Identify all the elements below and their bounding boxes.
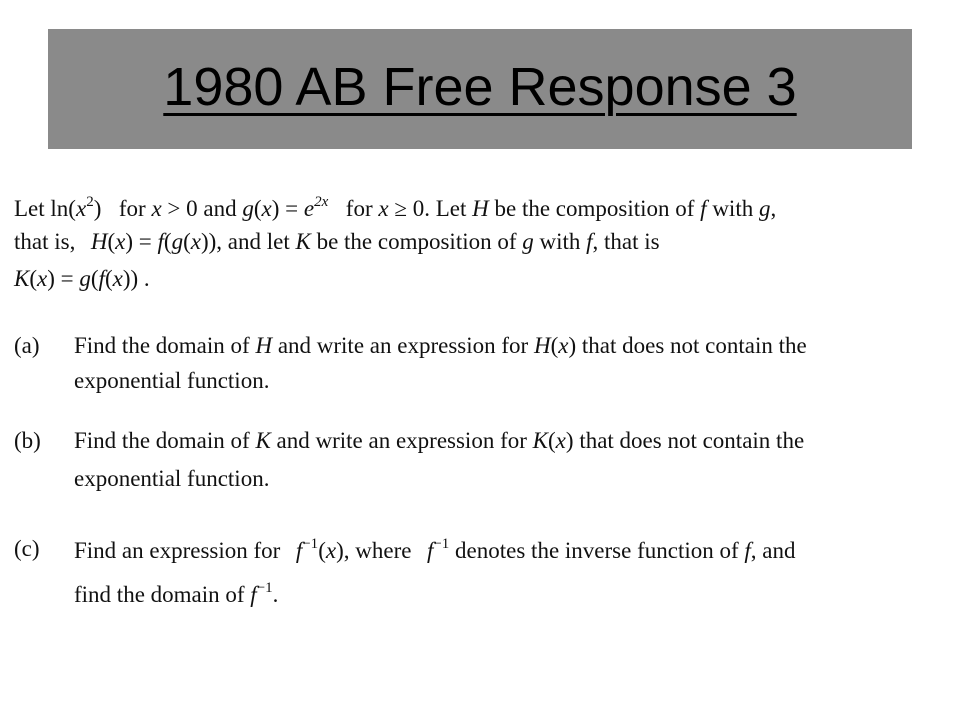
part-text-run: and write an expression for (276, 428, 527, 453)
part-label: (c) (14, 536, 40, 561)
math-K-of-x: K(x) (532, 428, 574, 453)
part-text-run: . (272, 582, 279, 607)
math-f-inverse: $f^{-1}$ (250, 580, 273, 607)
intro-line-3 (14, 266, 150, 292)
intro-word: Let (14, 196, 45, 221)
intro-word: , and let (216, 229, 290, 254)
intro-word: be the composition of (494, 196, 695, 221)
part-text-run: , where (343, 538, 412, 563)
part-text-run: Find the domain of (74, 333, 250, 358)
intro-word: , that is (592, 229, 660, 254)
intro-word: and (203, 196, 237, 221)
part-text-run: Find the domain of (74, 428, 250, 453)
part-text-run: and write an expression for (277, 333, 529, 358)
part-label: (a) (14, 333, 40, 358)
part-b-line-2: exponential function. (74, 466, 270, 491)
part-c-line-1 (74, 536, 796, 564)
math-K: K (255, 428, 271, 453)
title-banner (48, 29, 912, 149)
intro-line-1 (14, 194, 776, 222)
math-x-gt-0: x > 0 (151, 196, 198, 221)
math-f: f (744, 538, 751, 563)
part-a-line-2: exponential function. (74, 368, 270, 393)
math-g-def: $g(x) = e^{2x}$ (242, 194, 329, 221)
intro-word: , (770, 196, 777, 221)
part-text-run: denotes the inverse function of (455, 538, 739, 563)
math-g: g (758, 196, 771, 221)
intro-word: . (143, 266, 150, 291)
intro-word: . Let (424, 196, 467, 221)
intro-line-2 (14, 229, 660, 255)
intro-word: for (345, 196, 373, 221)
intro-word: that is, (14, 229, 76, 254)
intro-word: with (712, 196, 754, 221)
math-x-ge-0: x ≥ 0 (378, 196, 425, 221)
math-H: H (472, 196, 489, 221)
intro-word: for (118, 196, 146, 221)
intro-word: be the composition of (316, 229, 517, 254)
intro-word: with (539, 229, 581, 254)
part-c-line-2 (74, 580, 278, 608)
math-ln-x2: $\ln(x^2)$ (50, 194, 102, 221)
math-f: f (700, 196, 707, 221)
math-g: g (522, 229, 534, 254)
math-K: K (295, 229, 311, 254)
math-H-of-x: H(x) (533, 333, 577, 358)
part-text-run: that does not contain the (579, 428, 805, 453)
part-text-run: find the domain of (74, 582, 245, 607)
slide-title: 1980 AB Free Response 3 (163, 57, 797, 117)
math-H: H (255, 333, 273, 358)
math-K-def: K(x) = g(f(x)) (14, 266, 139, 291)
math-f: f (586, 229, 593, 254)
math-f-inverse: $f^{-1}$ (426, 536, 450, 563)
math-H-def: H(x) = f(g(x)) (90, 229, 217, 254)
part-text-run: that does not contain the (581, 333, 807, 358)
part-a-line-1 (74, 333, 807, 359)
part-text-run: , and (750, 538, 796, 563)
part-label: (b) (14, 428, 41, 453)
part-b-line-1 (74, 428, 804, 454)
math-f-inverse-of-x: $f^{-1}(x)$ (295, 536, 344, 563)
part-text-run: Find an expression for (74, 538, 281, 563)
